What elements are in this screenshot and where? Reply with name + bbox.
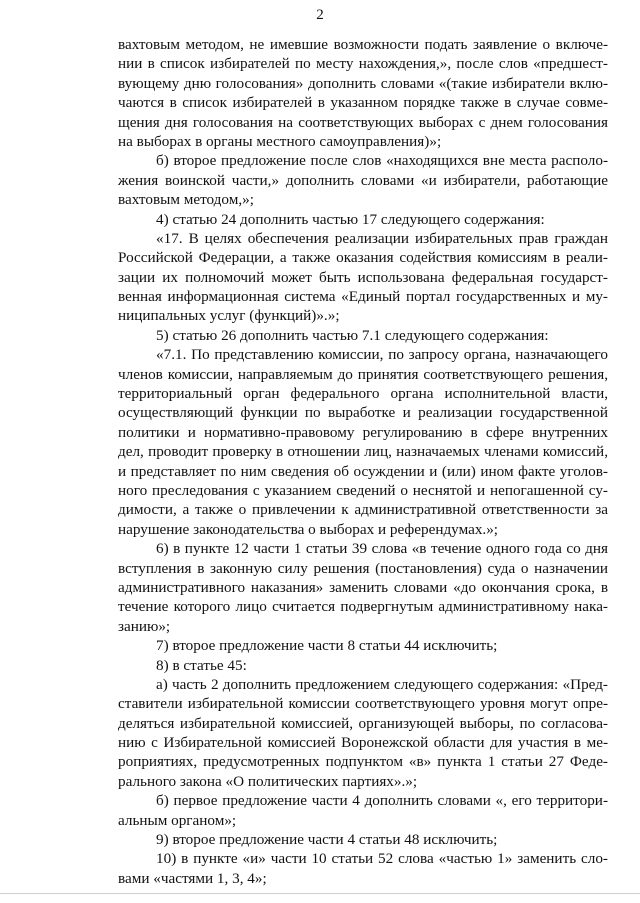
text-line: занию»; <box>118 617 171 635</box>
text-line: ставители избирательной комиссии соответствующего уровня могут опре- <box>118 695 608 713</box>
text-line: деляться избирательной комиссией, организующей выборы, по согласова- <box>118 714 608 732</box>
text-line: «7.1. По представлению комиссии, по запросу органа, назначающего <box>156 346 608 364</box>
text-line: нию с Избирательной комиссией Воронежской области для участия в ме- <box>118 734 608 752</box>
text-line: 5) статью 26 дополнить частью 7.1 следующего содержания: <box>156 326 549 344</box>
text-line: «17. В целях обеспечения реализации избирательных прав граждан <box>156 229 608 247</box>
document-body <box>118 35 608 888</box>
text-line: 7) второе предложение части 8 статьи 44 исключить; <box>156 637 498 655</box>
text-line: нарушение законодательства о выборах и референдумах.»; <box>118 520 499 538</box>
text-line: вахтовым методом,»; <box>118 191 254 209</box>
text-line: б) первое предложение части 4 дополнить словами «, его территори- <box>156 792 608 810</box>
text-line: зации их полномочий может быть использована федеральная государст- <box>118 268 608 286</box>
text-line: нии в список избирателей по месту нахождения,», после слов «предшест- <box>118 55 608 73</box>
text-line: административного наказания» заменить словами «до окончания срока, в <box>118 578 608 596</box>
text-line: альным органом»; <box>118 811 237 829</box>
text-line: а) часть 2 дополнить предложением следующего содержания: «Пред- <box>156 675 608 693</box>
text-line: и представляет по ним сведения об осуждении и (или) ином факте уголов- <box>118 462 608 480</box>
page-bottom-edge <box>0 893 640 894</box>
text-line: вахтовым методом, не имевшие возможности подать заявление о включе- <box>118 36 608 53</box>
text-line: чаются в список избирателей в указанном порядке также в случае совме- <box>118 94 608 112</box>
text-line: ного преследования с указанием сведений о неснятой и непогашенной су- <box>118 481 608 499</box>
text-line: 9) второе предложение части 4 статьи 48 исключить; <box>156 831 498 849</box>
text-line: осуществляющий функции по выработке и реализации государственной <box>118 404 608 422</box>
text-line: вами «частями 1, 3, 4»; <box>118 869 267 887</box>
text-line: ниципальных услуг (функций)».»; <box>118 307 340 325</box>
text-line: жения воинской части,» дополнить словами «и избиратели, работающие <box>118 171 608 189</box>
text-line: б) второе предложение после слов «находящихся вне места располо- <box>156 152 608 170</box>
text-line: 6) в пункте 12 части 1 статьи 39 слова «в течение одного года со дня <box>156 540 608 558</box>
text-line: 10) в пункте «и» части 10 статьи 52 слова «частью 1» заменить сло- <box>156 850 608 868</box>
text-line: вующему дню голосования» дополнить словами «(такие избиратели вклю- <box>118 74 608 92</box>
page-number: 2 <box>316 7 324 23</box>
text-line: роприятиях, предусмотренных подпунктом «в» пункта 1 статьи 27 Феде- <box>118 753 608 771</box>
text-line: венная информационная система «Единый портал государственных и му- <box>118 288 608 306</box>
text-line: на выборах в органы местного самоуправления)»; <box>118 132 442 150</box>
text-line: 4) статью 24 дополнить частью 17 следующего содержания: <box>156 210 545 228</box>
text-line: Российской Федерации, а также оказания содействия комиссиям в реали- <box>118 249 608 267</box>
text-line: рального закона «О политических партиях».»; <box>118 772 418 790</box>
text-line: 8) в статье 45: <box>156 656 247 674</box>
text-line: димости, а также о привлечении к административной ответственности за <box>118 501 608 519</box>
text-line: политики и нормативно-правовому регулированию в сфере внутренних <box>118 423 608 441</box>
text-line: членов комиссии, направляемым до принятия соответствующего решения, <box>118 365 608 383</box>
text-line: вступления в законную силу решения (постановления) суда о назначении <box>118 559 608 577</box>
text-line: щения дня голосования на соответствующих выборах с днем голосования <box>118 113 608 131</box>
text-line: течение которого лицо считается подвергнутым административному нака- <box>118 598 608 616</box>
text-line: территориальный орган федерального органа исполнительной власти, <box>118 385 608 403</box>
text-line: дел, проводит проверку в отношении лиц, назначаемых членами комиссий, <box>118 443 608 461</box>
